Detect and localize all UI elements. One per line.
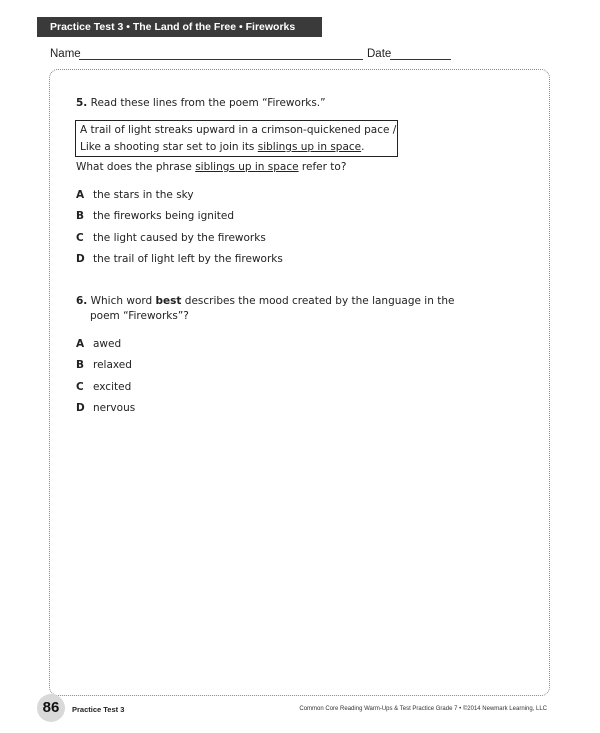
- option-letter: B: [76, 210, 85, 222]
- header-banner: [37, 17, 322, 37]
- question-6-bold-word: best: [155, 295, 182, 307]
- name-date-line: [50, 46, 455, 62]
- question-5-subquestion: [76, 160, 346, 175]
- question-5-text: Read these lines from the poem “Fireworks.”: [90, 97, 326, 109]
- question-6-prompt: [76, 294, 456, 324]
- option-text: the fireworks being ignited: [93, 210, 235, 222]
- q5-option-b[interactable]: [76, 209, 234, 223]
- subquestion-end: refer to?: [298, 161, 347, 173]
- subquestion-start: What does the phrase: [76, 161, 196, 173]
- name-field[interactable]: [79, 59, 363, 60]
- question-5-prompt: [76, 96, 326, 111]
- option-text: nervous: [93, 402, 136, 414]
- option-letter: A: [76, 338, 85, 350]
- q6-option-d[interactable]: [76, 401, 135, 415]
- q6-option-c[interactable]: [76, 380, 131, 394]
- option-text: the trail of light left by the fireworks: [93, 253, 283, 265]
- q6-option-a[interactable]: [76, 337, 121, 351]
- option-letter: D: [76, 253, 85, 265]
- option-text: the light caused by the fireworks: [93, 232, 266, 244]
- question-6-text-end: describes the mood created by the language in the: [181, 295, 455, 307]
- option-letter: A: [76, 189, 85, 201]
- poem-excerpt-box: [75, 120, 398, 157]
- page-number-badge: [37, 694, 65, 722]
- footer-test-label: Practice Test 3: [72, 705, 125, 714]
- poem-line-2: [80, 139, 397, 156]
- question-5-number: 5.: [76, 97, 88, 109]
- question-6-text-line-2: poem “Fireworks”?: [90, 310, 189, 322]
- option-text: relaxed: [93, 359, 132, 371]
- option-letter: C: [76, 232, 84, 244]
- option-letter: C: [76, 381, 84, 393]
- date-field[interactable]: [390, 59, 451, 60]
- option-text: the stars in the sky: [93, 189, 194, 201]
- q6-option-b[interactable]: [76, 358, 132, 372]
- footer-credit: Common Core Reading Warm-Ups & Test Practice Grade 7 • ©2014 Newmark Learning, LLC: [299, 706, 547, 712]
- poem-line-2-underlined: siblings up in space: [257, 141, 362, 153]
- poem-line-2-start: Like a shooting star set to join its: [80, 141, 258, 153]
- q5-option-a[interactable]: [76, 188, 194, 202]
- question-6-number: 6.: [76, 295, 88, 307]
- subquestion-underlined: siblings up in space: [195, 161, 299, 173]
- option-text: awed: [93, 338, 122, 350]
- option-text: excited: [93, 381, 132, 393]
- q5-option-c[interactable]: [76, 231, 266, 245]
- page-number: 86: [42, 699, 60, 716]
- question-6-text-start: Which word: [90, 295, 156, 307]
- poem-line-1: A trail of light streaks upward in a crimson-quickened pace /: [80, 124, 397, 136]
- poem-line-2-end: .: [361, 141, 365, 153]
- header-title: Practice Test 3 • The Land of the Free • Fireworks: [50, 21, 296, 33]
- q5-option-d[interactable]: [76, 252, 283, 266]
- option-letter: B: [76, 359, 85, 371]
- date-label: Date: [367, 48, 392, 60]
- option-letter: D: [76, 402, 85, 414]
- name-label: Name: [50, 48, 81, 60]
